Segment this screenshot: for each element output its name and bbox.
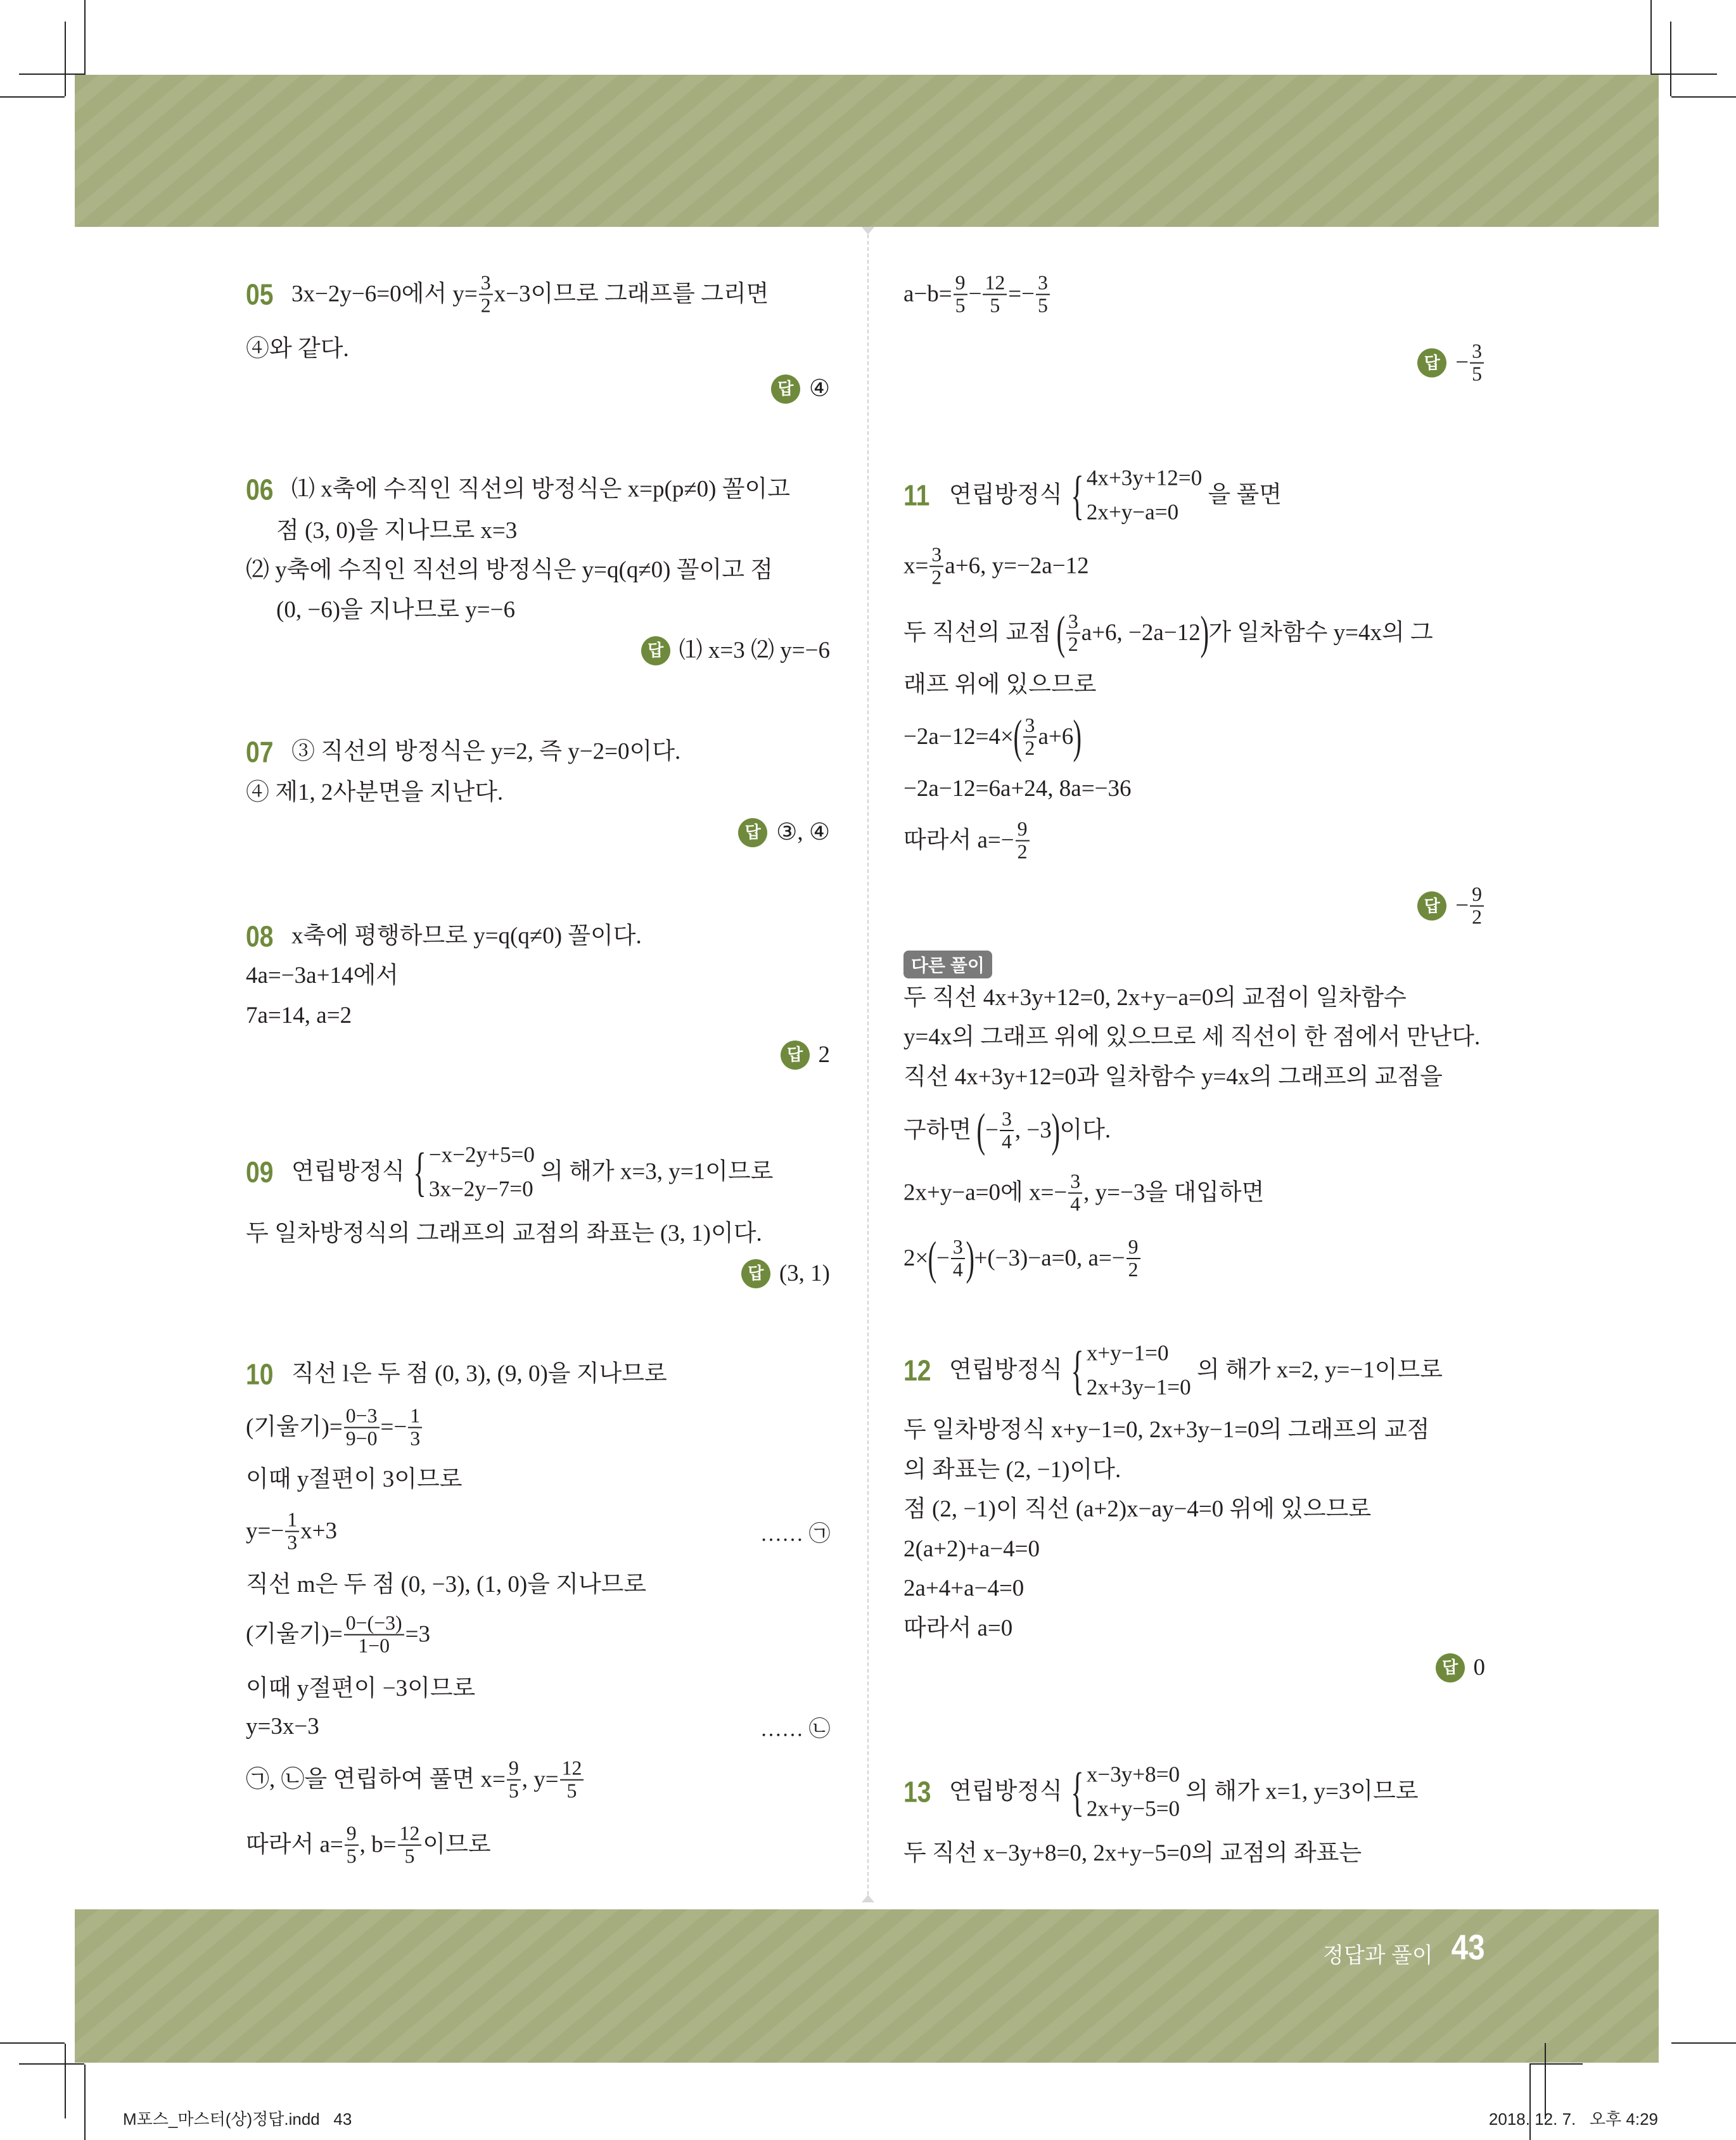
math-text: 의 해가 x=3, y=1이므로	[534, 1158, 774, 1185]
fraction	[507, 1758, 521, 1803]
math-text: a+6, −2a−12	[1081, 619, 1201, 646]
solution-line	[903, 1535, 1040, 1563]
brace-icon: {	[413, 1142, 426, 1202]
problem-number: 05	[246, 278, 274, 311]
problem-08	[246, 919, 642, 954]
fraction	[929, 544, 943, 589]
problem-text	[291, 476, 790, 504]
math-text: 연립방정식	[949, 1778, 1068, 1805]
fraction-numerator: 9	[345, 1823, 359, 1846]
fraction-denominator: 2	[480, 295, 491, 317]
fraction	[983, 272, 1007, 317]
solution-line	[246, 779, 503, 807]
math-text: 점 (3, 0)을 지나므로 x=3	[276, 517, 518, 544]
big-parenthesis: )	[1051, 1105, 1060, 1156]
alt-solution-line	[903, 1063, 1443, 1091]
math-text: (기울기)=	[246, 1621, 343, 1648]
math-text: (3, 1)	[779, 1260, 830, 1286]
fraction-numerator: 3	[1066, 611, 1080, 634]
alt-solution-line	[903, 1023, 1480, 1051]
math-text: −	[1455, 892, 1469, 919]
math-text: 2	[818, 1041, 830, 1068]
math-text: 가 일차함수 y=4x의 그	[1208, 619, 1433, 646]
answer-line	[771, 375, 830, 404]
math-text: x−3이므로 그래프를 그리면	[494, 281, 769, 307]
math-text: x축에 평행하므로 y=q(q≠0) 꼴이다.	[291, 923, 642, 949]
math-text: , b=	[359, 1831, 397, 1858]
fraction	[1068, 1171, 1082, 1216]
footer-band	[75, 1909, 1659, 2063]
fraction	[1470, 341, 1484, 386]
fraction-denominator: 3	[410, 1428, 421, 1450]
equation-system	[1068, 1758, 1180, 1827]
system-body	[1087, 461, 1202, 530]
math-text: 직선 m은 두 점 (0, −3), (1, 0)을 지나므로	[246, 1571, 647, 1598]
solution-line	[246, 556, 773, 584]
solution-line	[903, 1496, 1371, 1523]
solution-line	[903, 607, 1433, 659]
solution-line	[903, 1416, 1429, 1444]
solution-line	[246, 1675, 475, 1703]
fraction	[1126, 1236, 1140, 1281]
answer-line	[738, 818, 830, 847]
big-parenthesis: )	[1200, 607, 1209, 659]
math-text: +(−3)−a=0, a=−	[974, 1245, 1125, 1271]
big-parenthesis: (	[1056, 607, 1066, 659]
math-text: (0, −6)을 지나므로 y=−6	[276, 596, 515, 623]
solution-line	[903, 272, 1051, 317]
math-text: ④ 제1, 2사분면을 지난다.	[246, 779, 504, 805]
problem-text	[291, 1361, 667, 1388]
problem-number: 09	[246, 1155, 274, 1189]
crop-mark	[1671, 96, 1736, 98]
fraction-denominator: 2	[1128, 1259, 1139, 1281]
math-text: 연립방정식	[291, 1158, 411, 1185]
problem-number: 13	[903, 1775, 931, 1809]
fraction-numerator: 9	[954, 272, 967, 295]
answer-badge-icon: 답	[1417, 349, 1446, 378]
problem-13	[903, 1758, 1419, 1827]
solution-line	[903, 711, 1082, 763]
math-text: ㉠, ㉡을 연립하여 풀면 x=	[246, 1766, 506, 1793]
math-text: 직선 4x+3y+12=0과 일차함수 y=4x의 그래프의 교점을	[903, 1063, 1443, 1090]
fraction-denominator: 1−0	[358, 1635, 390, 1657]
equation-system	[1068, 461, 1202, 530]
math-text: 4a=−3a+14에서	[246, 962, 399, 989]
math-text: y=3x−3	[246, 1713, 319, 1740]
header-band	[75, 75, 1659, 227]
fraction-numerator: 9	[1016, 819, 1030, 842]
big-parenthesis: (	[928, 1233, 937, 1285]
fraction-numerator: 12	[983, 272, 1007, 295]
file-slug: M포스_마스터(상)정답.indd 43	[123, 2110, 352, 2129]
fraction	[398, 1823, 422, 1868]
fraction-denominator: 4	[1070, 1193, 1081, 1215]
equation-marker-1: …… ㉠	[760, 1522, 831, 1546]
fraction-numerator: 9	[1126, 1236, 1140, 1259]
answer-line	[781, 1041, 831, 1070]
big-parenthesis: )	[966, 1233, 974, 1285]
problem-number: 06	[246, 473, 274, 506]
solution-line	[903, 1615, 1012, 1643]
solution-line	[903, 1575, 1024, 1603]
math-text: 구하면	[903, 1117, 978, 1143]
system-equation: 4x+3y+12=0	[1086, 465, 1203, 490]
math-text: (기울기)=	[246, 1414, 343, 1440]
problem-number: 11	[903, 478, 930, 512]
alt-solution-line	[903, 1107, 1111, 1154]
math-text: y=−	[246, 1518, 284, 1544]
math-text: ④	[808, 375, 830, 402]
math-text: 이때 y절편이 3이므로	[246, 1466, 463, 1492]
problem-number: 07	[246, 735, 274, 769]
fraction	[1000, 1108, 1014, 1153]
math-text: 따라서 a=0	[903, 1615, 1013, 1641]
system-equation: −x−2y+5=0	[428, 1142, 535, 1167]
math-text: −2a−12=4×	[903, 723, 1014, 750]
system-equation: x−3y+8=0	[1086, 1762, 1180, 1787]
math-text: 2×	[903, 1245, 929, 1271]
math-text: 의 해가 x=2, y=−1이므로	[1190, 1357, 1443, 1383]
solution-line	[246, 335, 349, 363]
math-text: ⑴ x=3 ⑵ y=−6	[679, 637, 830, 663]
fraction-denominator: 5	[955, 295, 966, 317]
math-text: x+3	[300, 1518, 338, 1544]
math-text: 연립방정식	[949, 1357, 1068, 1383]
math-text: , −3	[1014, 1117, 1052, 1143]
math-text: 두 일차방정식 x+y−1=0, 2x+3y−1=0의 그래프의 교점	[903, 1416, 1430, 1443]
fraction-denominator: 5	[566, 1780, 577, 1802]
problem-text	[291, 1138, 773, 1207]
fraction-denominator: 3	[287, 1532, 298, 1554]
fraction-numerator: 3	[479, 272, 493, 295]
problem-text	[949, 1336, 1443, 1406]
math-text: 두 직선 x−3y+8=0, 2x+y−5=0의 교점의 좌표는	[903, 1840, 1362, 1866]
big-parenthesis: )	[1073, 711, 1082, 763]
math-text: ③ 직선의 방정식은 y=2, 즉 y−2=0이다.	[291, 738, 681, 765]
solution-line	[246, 1002, 352, 1030]
fraction	[1066, 611, 1080, 656]
fraction	[560, 1758, 584, 1803]
math-text: ⑴ x축에 수직인 직선의 방정식은 x=p(p≠0) 꼴이고	[291, 476, 790, 503]
answer-line	[741, 1259, 830, 1288]
answer-badge-icon: 답	[641, 636, 670, 665]
big-parenthesis: (	[1013, 711, 1022, 763]
brace-icon: {	[1071, 1762, 1084, 1822]
fraction-numerator: 3	[1470, 341, 1484, 364]
solution-line	[246, 1613, 430, 1658]
fraction-numerator: 3	[1036, 272, 1050, 295]
equation-marker-2: …… ㉡	[760, 1717, 831, 1741]
problem-09	[246, 1138, 773, 1207]
solution-line	[903, 1840, 1362, 1868]
math-text: 직선 l은 두 점 (0, 3), (9, 0)을 지나므로	[291, 1361, 667, 1387]
alt-solution-line	[903, 1233, 1142, 1285]
solution-line	[246, 1406, 423, 1451]
system-equation: 2x+y−a=0	[1086, 500, 1179, 525]
fraction-numerator: 12	[398, 1823, 422, 1846]
problem-12	[903, 1336, 1443, 1406]
alt-solution-line	[903, 1171, 1264, 1216]
fraction-denominator: 2	[1068, 633, 1078, 655]
math-text: −	[985, 1117, 999, 1143]
crop-mark	[1529, 2063, 1583, 2065]
fraction-numerator: 0−3	[344, 1406, 380, 1428]
solution-line	[246, 1509, 337, 1554]
fraction-numerator: 1	[285, 1509, 299, 1532]
fraction	[344, 1613, 404, 1658]
solution-line	[246, 1823, 491, 1868]
problem-number: 10	[246, 1357, 274, 1391]
math-text: 2a+4+a−4=0	[903, 1575, 1024, 1601]
fraction-numerator: 12	[560, 1758, 584, 1781]
fraction	[1036, 272, 1050, 317]
math-text: 점 (2, −1)이 직선 (a+2)x−ay−4=0 위에 있으므로	[903, 1496, 1372, 1522]
fraction	[408, 1406, 422, 1451]
math-text: 3x−2y−6=0에서 y=	[291, 281, 478, 307]
equation-system	[1068, 1336, 1191, 1406]
solution-line	[246, 1220, 762, 1248]
math-text: 을 풀면	[1202, 482, 1282, 508]
alt-solution-line	[903, 984, 1407, 1012]
crop-mark	[1652, 74, 1717, 75]
math-text: 두 직선 4x+3y+12=0, 2x+y−a=0의 교점이 일차함수	[903, 984, 1407, 1011]
solution-line	[246, 1571, 646, 1599]
math-text: −	[968, 281, 982, 307]
alt-solution-badge: 다른 풀이	[903, 951, 992, 978]
fraction-numerator: 1	[408, 1406, 422, 1428]
system-body	[1087, 1336, 1191, 1406]
big-parenthesis: (	[977, 1105, 986, 1156]
fraction	[1470, 884, 1484, 929]
fraction-denominator: 2	[931, 567, 942, 589]
math-text: ④와 같다.	[246, 335, 349, 362]
fraction-denominator: 4	[952, 1259, 963, 1281]
solution-line	[903, 544, 1089, 589]
problem-text	[949, 1758, 1419, 1827]
answer-line	[1417, 341, 1485, 386]
fraction-denominator: 5	[1472, 363, 1482, 385]
fraction-numerator: 3	[951, 1236, 965, 1259]
fraction-denominator: 4	[1002, 1131, 1012, 1153]
system-equation: 2x+3y−1=0	[1086, 1375, 1191, 1400]
answer-line	[1417, 884, 1485, 929]
fraction-numerator: 9	[1470, 884, 1484, 907]
crop-mark	[65, 22, 66, 96]
problem-text	[949, 461, 1282, 530]
answer-badge-icon: 답	[781, 1041, 810, 1070]
fraction-numerator: 3	[929, 544, 943, 567]
solution-line	[276, 596, 515, 624]
math-text: 의 좌표는 (2, −1)이다.	[903, 1456, 1121, 1483]
math-text: 래프 위에 있으므로	[903, 671, 1097, 698]
fraction-denominator: 2	[1017, 841, 1028, 863]
math-text: 이다.	[1059, 1117, 1111, 1143]
problem-05	[246, 272, 769, 317]
divider-bottom-triangle	[862, 1895, 874, 1902]
fraction-numerator: 0−(−3)	[344, 1613, 404, 1636]
solution-line	[246, 1466, 462, 1494]
fraction	[1023, 715, 1037, 760]
math-text: a+6	[1038, 723, 1074, 750]
crop-mark	[19, 2063, 84, 2065]
math-text: 따라서 a=−	[903, 827, 1014, 854]
page-number: 43	[1451, 1927, 1485, 1967]
math-text: 연립방정식	[949, 482, 1068, 508]
fraction-denominator: 5	[346, 1845, 357, 1868]
crop-mark	[84, 2065, 86, 2140]
problem-text	[291, 272, 769, 317]
crop-mark	[65, 2044, 66, 2118]
math-text: 두 일차방정식의 그래프의 교점의 좌표는 (3, 1)이다.	[246, 1220, 762, 1246]
fraction-denominator: 2	[1024, 737, 1035, 759]
math-text: −	[1455, 349, 1469, 376]
problem-11	[903, 461, 1282, 530]
fraction-denominator: 5	[508, 1780, 519, 1802]
crop-mark	[84, 0, 86, 75]
solution-line	[276, 517, 517, 545]
answer-line	[1436, 1653, 1486, 1682]
fraction	[1016, 819, 1030, 864]
math-text: a−b=	[903, 281, 952, 307]
brace-icon: {	[1071, 1340, 1084, 1400]
fraction-numerator: 3	[1023, 715, 1037, 738]
crop-mark	[0, 96, 65, 98]
math-text: 두 직선의 교점	[903, 619, 1057, 646]
solution-line	[246, 962, 399, 990]
math-text: 0	[1473, 1654, 1485, 1681]
math-text: , y=−3을 대입하면	[1083, 1179, 1265, 1206]
fraction	[285, 1509, 299, 1554]
fraction-numerator: 3	[1068, 1171, 1082, 1194]
math-text: 2(a+2)+a−4=0	[903, 1535, 1040, 1562]
crop-mark	[19, 74, 84, 75]
fraction	[479, 272, 493, 317]
solution-line	[903, 1456, 1121, 1484]
math-text: 7a=14, a=2	[246, 1002, 352, 1028]
problem-number: 12	[903, 1354, 931, 1387]
column-divider	[867, 234, 869, 1901]
solution-line	[903, 775, 1131, 803]
system-equation: 2x+y−5=0	[1086, 1797, 1180, 1821]
fraction-numerator: 9	[507, 1758, 521, 1781]
divider-top-triangle	[862, 227, 874, 234]
math-text: −2a−12=6a+24, 8a=−36	[903, 775, 1132, 802]
answer-badge-icon: 답	[738, 818, 767, 847]
crop-mark	[1650, 0, 1652, 75]
equation-system	[411, 1138, 535, 1207]
math-text: −	[936, 1245, 950, 1271]
math-text: y=4x의 그래프 위에 있으므로 세 직선이 한 점에서 만난다.	[903, 1023, 1481, 1050]
problem-07	[246, 734, 680, 769]
system-equation: 3x−2y−7=0	[428, 1177, 533, 1201]
problem-number: 08	[246, 919, 274, 953]
math-text: x=	[903, 553, 929, 579]
fraction-denominator: 5	[990, 295, 1000, 317]
fraction-denominator: 5	[404, 1845, 415, 1868]
math-text: =−	[380, 1414, 407, 1440]
math-text: =3	[405, 1621, 431, 1648]
problem-10	[246, 1357, 667, 1392]
print-date: 2018. 12. 7. 오후 4:29	[1488, 2110, 1658, 2129]
math-text: 따라서 a=	[246, 1831, 343, 1858]
answer-badge-icon: 답	[771, 375, 800, 404]
problem-text	[291, 738, 680, 766]
math-text: 의 해가 x=1, y=3이므로	[1180, 1778, 1419, 1805]
math-text: , y=	[521, 1766, 559, 1793]
solution-line	[903, 671, 1096, 699]
fraction-denominator: 9−0	[345, 1428, 378, 1450]
crop-mark	[0, 2042, 65, 2044]
solution-line	[246, 1713, 319, 1741]
math-text: a+6, y=−2a−12	[945, 553, 1089, 579]
fraction-numerator: 3	[1000, 1108, 1014, 1131]
fraction	[344, 1406, 380, 1451]
crop-mark	[1670, 22, 1671, 96]
answer-badge-icon: 답	[1436, 1653, 1465, 1682]
system-body	[1087, 1758, 1180, 1827]
math-text: =−	[1008, 281, 1035, 307]
fraction-denominator: 5	[1037, 295, 1048, 317]
answer-badge-icon: 답	[741, 1259, 770, 1288]
system-equation: x+y−1=0	[1086, 1340, 1169, 1366]
fraction	[951, 1236, 965, 1281]
solution-line	[903, 819, 1031, 864]
system-body	[429, 1138, 535, 1207]
answer-badge-icon: 답	[1417, 892, 1446, 921]
problem-06	[246, 472, 790, 507]
solution-line	[246, 1758, 585, 1803]
math-text: 2x+y−a=0에 x=−	[903, 1179, 1068, 1206]
math-text: ③, ④	[776, 819, 830, 845]
crop-mark	[1671, 2042, 1736, 2044]
fraction-denominator: 2	[1472, 906, 1482, 928]
math-text: 이때 y절편이 −3이므로	[246, 1675, 476, 1701]
fraction	[345, 1823, 359, 1868]
answer-line	[641, 636, 830, 665]
fraction	[954, 272, 967, 317]
math-text: 이므로	[423, 1831, 491, 1858]
footer-section-title: 정답과 풀이	[1323, 1944, 1433, 1968]
brace-icon: {	[1071, 465, 1084, 525]
problem-text	[291, 923, 642, 951]
math-text: ⑵ y축에 수직인 직선의 방정식은 y=q(q≠0) 꼴이고 점	[246, 556, 773, 583]
